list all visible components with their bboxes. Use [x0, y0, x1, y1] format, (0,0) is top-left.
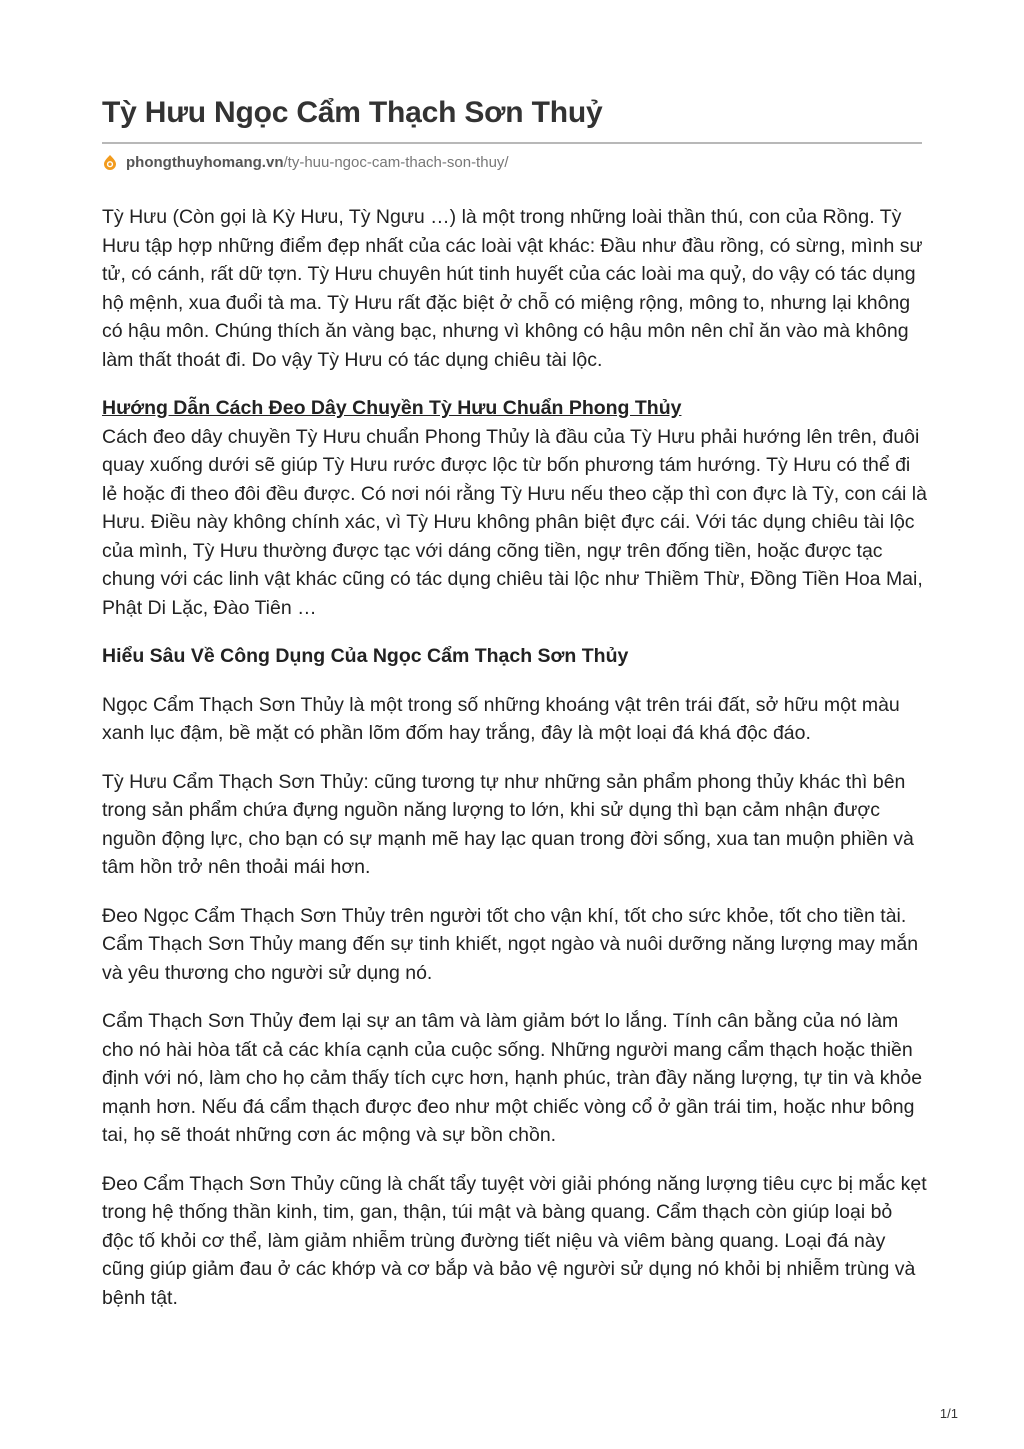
body-paragraph-2: Tỳ Hưu Cẩm Thạch Sơn Thủy: cũng tương tự như những sản phẩm phong thủy khác thì bên trong sản phẩm chứa đựng nguồn năng lượng to lớn, khi sử dụng thì bạn cảm nhận được nguồn động lực, cho bạn có sự mạnh mẽ hay lạc quan trong đời sống, xua tan muộn phiền và tâm hồn trở nên thoải mái hơn. [102, 770, 914, 878]
section-hanging-guide [102, 394, 928, 622]
source-domain[interactable]: phongthuyhomang.vn [126, 153, 284, 171]
body-paragraph-1: Ngọc Cẩm Thạch Sơn Thủy là một trong số những khoáng vật trên trái đất, sở hữu một màu xanh lục đậm, bề mặt có phần lõm đốm hay trắng, đây là một loại đá khá độc đáo. [102, 693, 900, 744]
article-body [102, 203, 928, 1332]
source-line[interactable] [102, 152, 509, 172]
source-path[interactable]: /ty-huu-ngoc-cam-thach-son-thuy/ [283, 153, 509, 171]
source-favicon-icon [102, 154, 118, 170]
body-paragraph-3: Đeo Ngọc Cẩm Thạch Sơn Thủy trên người tốt cho vận khí, tốt cho sức khỏe, tốt cho tiền tài. Cẩm Thạch Sơn Thủy mang đến sự tinh khiết, ngọt ngào và nuôi dưỡng năng lượng may mắn và yêu thương cho người sử dụng nó. [102, 904, 919, 984]
title-divider [102, 142, 922, 144]
page-title: Tỳ Hưu Ngọc Cẩm Thạch Sơn Thuỷ [102, 96, 603, 129]
page-number: 1/1 [939, 1406, 958, 1421]
section-paragraph: Cách đeo dây chuyền Tỳ Hưu chuẩn Phong Thủy là đầu của Tỳ Hưu phải hướng lên trên, đuôi quay xuống dưới sẽ giúp Tỳ Hưu rước được lộc từ bốn phương tám hướng. Tỳ Hưu có thể đi lẻ hoặc đi theo đôi đều được. Có nơi nói rằng Tỳ Hưu nếu theo cặp thì con đực là Tỳ, con cái là Hưu. Điều này không chính xác, vì Tỳ Hưu không phân biệt đực cái. Với tác dụng chiêu tài lộc của mình, Tỳ Hưu thường được tạc với dáng cõng tiền, ngự trên đống tiền, hoặc được tạc chung với các linh vật khác cũng có tác dụng chiêu tài lộc như Thiềm Thừ, Đồng Tiền Hoa Mai, Phật Di Lặc, Đào Tiên … [102, 425, 927, 619]
body-paragraph-4: Cẩm Thạch Sơn Thủy đem lại sự an tâm và làm giảm bớt lo lắng. Tính cân bằng của nó làm cho nó hài hòa tất cả các khía cạnh của cuộc sống. Những người mang cẩm thạch hoặc thiền định với nó, làm cho họ cảm thấy tích cực hơn, hạnh phúc, tràn đầy năng lượng, tự tin và khỏe mạnh hơn. Nếu đá cẩm thạch được đeo như một chiếc vòng cổ ở gần trái tim, hoặc như bông tai, họ sẽ thoát những cơn ác mộng và sự bồn chồn. [102, 1010, 923, 1146]
intro-paragraph: Tỳ Hưu (Còn gọi là Kỳ Hưu, Tỳ Ngưu …) là một trong những loài thần thú, con của Rồng. Tỳ Hưu tập hợp những điểm đẹp nhất của các loài vật khác: Đầu như đầu rồng, có sừng, mình sư tử, có cánh, rất dữ tợn. Tỳ Hưu chuyên hút tinh huyết của các loài ma quỷ, do vậy có tác dụng hộ mệnh, xua đuổi tà ma. Tỳ Hưu rất đặc biệt ở chỗ có miệng rộng, mông to, nhưng lại không có hậu môn. Chúng thích ăn vàng bạc, nhưng vì không có hậu môn nên chỉ ăn vào mà không làm thất thoát đi. Do vậy Tỳ Hưu có tác dụng chiêu tài lộc. [102, 206, 923, 371]
body-paragraph-5: Đeo Cẩm Thạch Sơn Thủy cũng là chất tẩy tuyệt vời giải phóng năng lượng tiêu cực bị mắc kẹt trong hệ thống thần kinh, tim, gan, thận, túi mật và bàng quang. Cẩm thạch còn giúp loại bỏ độc tố khỏi cơ thể, làm giảm nhiễm trùng đường tiết niệu và viêm bàng quang. Loại đá này cũng giúp giảm đau ở các khớp và cơ bắp và bảo vệ người sử dụng nó khỏi bị nhiễm trùng và bệnh tật. [102, 1172, 927, 1309]
section-heading-link[interactable]: Hướng Dẫn Cách Đeo Dây Chuyền Tỳ Hưu Chuẩn Phong Thủy [102, 397, 682, 419]
section-heading: Hiểu Sâu Về Công Dụng Của Ngọc Cẩm Thạch Sơn Thủy [102, 645, 629, 667]
